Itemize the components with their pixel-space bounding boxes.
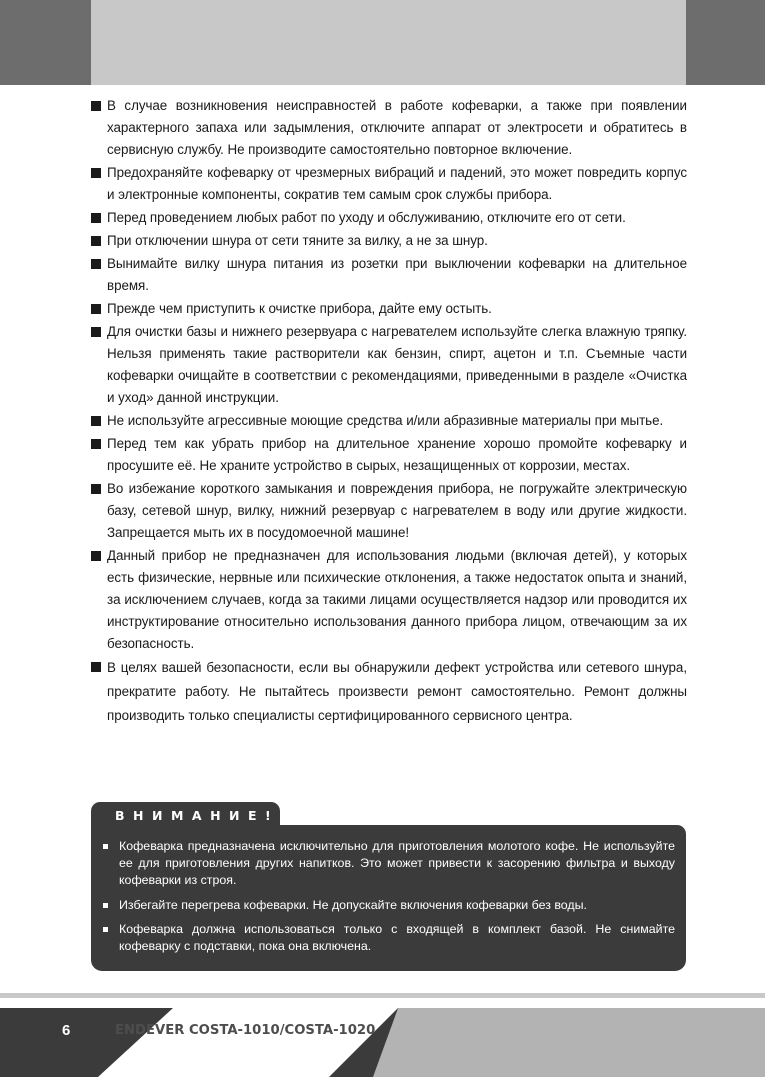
square-bullet-icon	[91, 484, 101, 494]
warning-title: ВНИМАНИЕ!	[115, 808, 280, 823]
page-number: 6	[62, 1022, 71, 1039]
instruction-item: При отключении шнура от сети тяните за вилку, а не за шнур.	[91, 230, 687, 252]
square-bullet-icon	[91, 327, 101, 337]
header-right-block	[686, 0, 765, 85]
square-bullet-icon	[91, 168, 101, 178]
instruction-item: Вынимайте вилку шнура питания из розетки при выключении кофеварки на длительное время.	[91, 253, 687, 297]
safety-instructions	[91, 95, 687, 728]
instruction-item: Не используйте агрессивные моющие средства и/или абразивные материалы при мытье.	[91, 410, 687, 432]
square-bullet-icon	[91, 551, 101, 561]
square-bullet-icon	[91, 662, 101, 672]
instruction-item: В случае возникновения неисправностей в работе кофеварки, а также при появлении характерного запаха или задымления, отключите аппарат от электросети и обратитесь в сервисную службу. Не производите самостоятельно повторное включение.	[91, 95, 687, 161]
small-square-bullet-icon	[103, 844, 108, 849]
square-bullet-icon	[91, 304, 101, 314]
instruction-item: Предохраняйте кофеварку от чрезмерных вибраций и падений, это может повредить корпус и электронные компоненты, сократив тем самым срок службы прибора.	[91, 162, 687, 206]
footer-divider	[0, 993, 765, 998]
footer-light-panel	[373, 1008, 765, 1077]
header-left-block	[0, 0, 91, 85]
instruction-item: Во избежание короткого замыкания и повреждения прибора, не погружайте электрическую базу, сетевой шнур, вилку, нижний резервуар с нагревателем в воду или другие жидкости. Запрещается мыть их в посудомоечной машине!	[91, 478, 687, 544]
header-band	[91, 0, 686, 85]
square-bullet-icon	[91, 236, 101, 246]
instruction-item: Перед проведением любых работ по уходу и обслуживанию, отключите его от сети.	[91, 207, 687, 229]
square-bullet-icon	[91, 101, 101, 111]
square-bullet-icon	[91, 259, 101, 269]
model-name: ENDEVER COSTA-1010/COSTA-1020	[115, 1023, 376, 1038]
warning-item: Кофеварка предназначена исключительно для приготовления молотого кофе. Не используйте ее для приготовления других напитков. Это может привести к засорению фильтра и выходу кофеварки из строя.	[101, 838, 675, 890]
warning-box	[91, 825, 686, 971]
square-bullet-icon	[91, 416, 101, 426]
instruction-item: Для очистки базы и нижнего резервуара с нагревателем используйте слегка влажную тряпку. Нельзя применять такие растворители как бензин, спирт, ацетон и т.п. Съемные части кофеварки очищайте в соответствии с рекомендациями, приведенными в разделе «Очистка и уход» данной инструкции.	[91, 321, 687, 409]
warning-item: Избегайте перегрева кофеварки. Не допускайте включения кофеварки без воды.	[101, 897, 675, 914]
warning-item: Кофеварка должна использоваться только с входящей в комплект базой. Не снимайте кофеварку с подставки, пока она включена.	[101, 921, 675, 955]
warning-list	[101, 838, 675, 962]
instruction-item: Данный прибор не предназначен для использования людьми (включая детей), у которых есть физические, нервные или психические отклонения, а также недостаток опыта и знаний, за исключением случаев, когда за такими лицами осуществляется надзор или проводится их инструктирование относительно использования данного прибора лицом, отвечающим за их безопасность.	[91, 545, 687, 655]
square-bullet-icon	[91, 439, 101, 449]
instruction-item: В целях вашей безопасности, если вы обнаружили дефект устройства или сетевого шнура, прекратите работу. Не пытайтесь произвести ремонт самостоятельно. Ремонт должны производить только специалисты сертифицированного сервисного центра.	[91, 656, 687, 728]
instruction-item: Перед тем как убрать прибор на длительное хранение хорошо промойте кофеварку и просушите её. Не храните устройство в сырых, незащищенных от коррозии, местах.	[91, 433, 687, 477]
instruction-item: Прежде чем приступить к очистке прибора, дайте ему остыть.	[91, 298, 687, 320]
square-bullet-icon	[91, 213, 101, 223]
small-square-bullet-icon	[103, 927, 108, 932]
small-square-bullet-icon	[103, 903, 108, 908]
